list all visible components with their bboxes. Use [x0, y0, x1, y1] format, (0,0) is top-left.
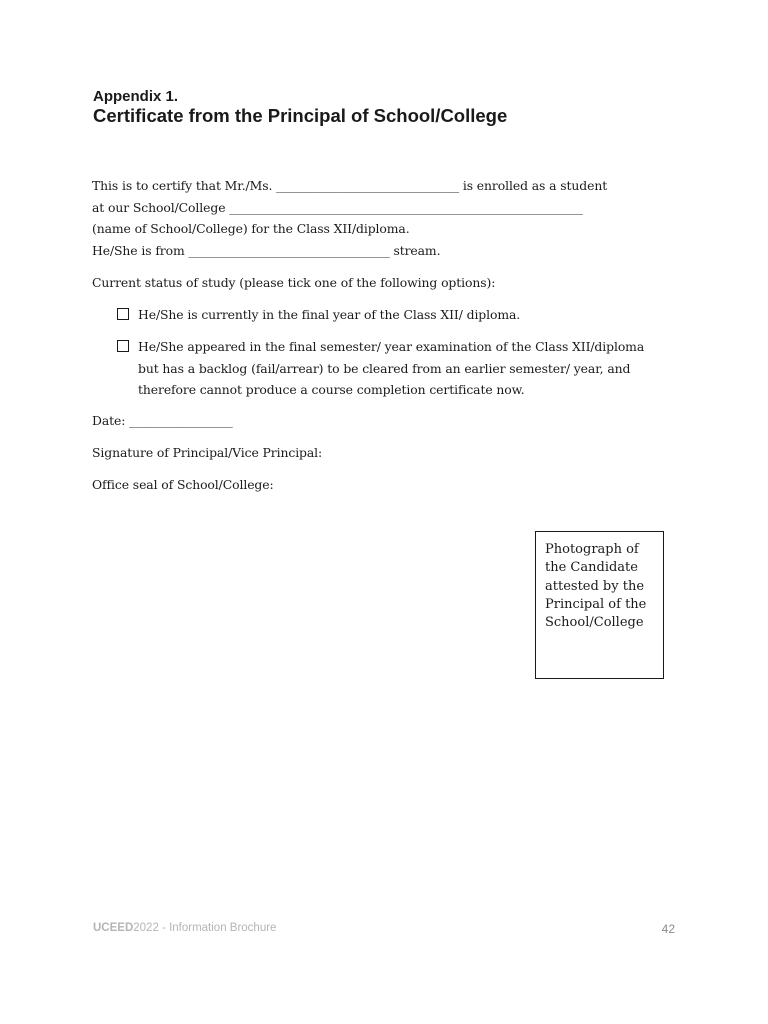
option-label: [138, 304, 520, 326]
appendix-label: Appendix 1.: [93, 88, 179, 105]
footer-title: [93, 922, 276, 934]
date-field: Date: _________________: [92, 413, 233, 428]
seal-field: Office seal of School/College:: [92, 477, 274, 492]
photo-box-line: Principal of the: [545, 596, 647, 612]
signature-field: Signature of Principal/Vice Principal:: [92, 445, 323, 460]
photo-box-line: the Candidate: [545, 560, 638, 576]
certify-line-stream: He/She is from _________________________________ stream.: [92, 242, 441, 258]
photo-box-line: School/College: [545, 615, 644, 631]
certify-line-name: This is to certify that Mr./Ms. ______________________________ is enrolled as a student: [92, 178, 608, 193]
option-line: therefore cannot produce a course completion certificate now.: [138, 382, 525, 397]
photo-box-line: Photograph of: [545, 542, 639, 557]
option-line: He/She is currently in the final year of the Class XII/ diploma.: [138, 307, 521, 322]
page-title: Certificate from the Principal of School/College: [93, 105, 508, 126]
option-line: He/She appeared in the final semester/ year examination of the Class XII/diploma: [138, 339, 645, 354]
photograph-box: [535, 531, 664, 679]
option-line: but has a backlog (fail/arrear) to be cleared from an earlier semester/ year, and: [138, 360, 631, 376]
footer-brand: UCEED: [93, 922, 134, 934]
status-heading: Current status of study (please tick one of the following options):: [92, 275, 496, 290]
option-label: [138, 336, 644, 401]
checkbox-backlog[interactable]: [117, 340, 129, 352]
certification-paragraph: [92, 175, 672, 261]
photo-box-line: attested by the: [545, 578, 645, 594]
page-number: 42: [661, 922, 675, 936]
footer-subtitle: 2022 - Information Brochure: [133, 922, 277, 934]
certify-line-class: (name of School/College) for the Class XII/diploma.: [92, 221, 410, 236]
checkbox-final-year[interactable]: [117, 308, 129, 320]
certify-line-school: at our School/College __________________________________________________________: [92, 199, 583, 215]
